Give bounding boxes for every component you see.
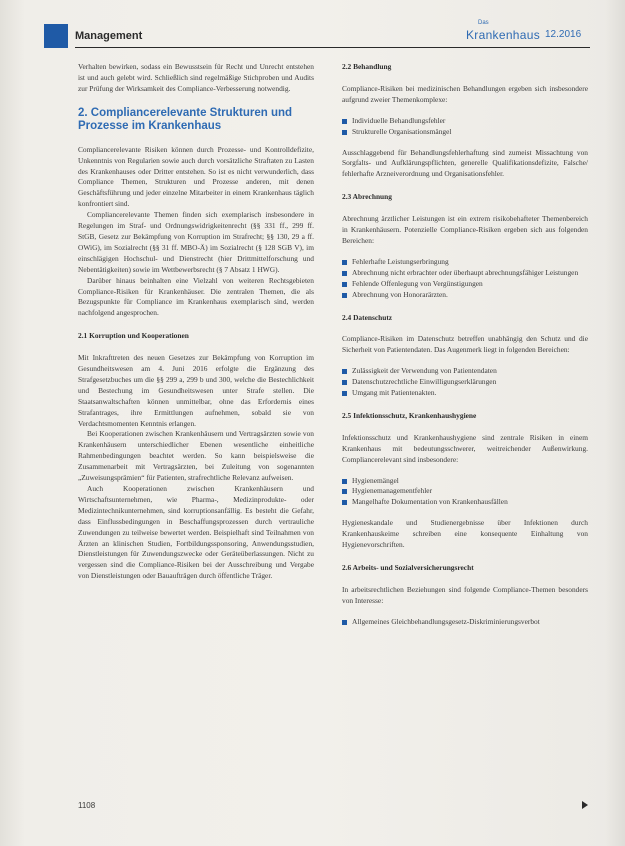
list-item: Fehlerhafte Leistungserbringung <box>342 257 588 268</box>
magazine-prefix: Das <box>478 20 489 26</box>
sub-heading: 2.1 Korruption und Kooperationen <box>78 331 189 341</box>
paragraph: Mit Inkrafttreten des neuen Gesetzes zur Bekämpfung von Korruption im Gesundheitswesen am 4. Juni 2016 erfolgte die Ergänzung des Strafgesetzbuches um die §§ 299 a, 299 b und 300, welche die Bestechlichkeit und Bestechung im Gesundheitswesen unter Strafe stellen. Die Staatsanwaltschaften können unmittelbar, ohne das Erfordernis eines Strafantrages, ihre Ermittlungen aufnehmen, sobald sie von Verdachtsmomenten Kenntnis erlangen. <box>78 353 314 428</box>
list-item: Hygienemängel <box>342 476 588 487</box>
page-number: 1108 <box>78 801 96 810</box>
paragraph: Darüber hinaus beinhalten eine Vielzahl von weiteren Rechtsgebieten Compliance-Risiken für Krankenhäuser. Die zentralen Themen, die als Bezugspunkte für Compliance im Krankenhaus exemplarisch sind, werden nachfolgend angesprochen. <box>78 275 314 318</box>
bullet-square-icon <box>342 130 347 135</box>
bullet-list <box>342 116 588 138</box>
bullet-square-icon <box>342 293 347 298</box>
sub-heading: 2.3 Abrechnung <box>342 192 392 202</box>
section-heading: 2. Compliancerelevante Strukturen und Prozesse im Krankenhaus <box>78 106 293 132</box>
paragraph: Ausschlaggebend für Behandlungsfehlerhaftung sind zumeist Missachtung von Sorgfalts- und Aufklärungspflichten, generelle Qualifikationsdefizite, Falsche/ fehlerhafte Arzneiverordnung und Organisationsfehler. <box>342 147 588 179</box>
list-item: Datenschutzrechtliche Einwilligungserklärungen <box>342 377 588 388</box>
list-item: Abrechnung nicht erbrachter oder überhaupt abrechnungsfähiger Leistungen <box>342 268 588 279</box>
bullet-square-icon <box>342 489 347 494</box>
page-edge-shadow <box>605 0 625 846</box>
bullet-list <box>342 617 588 628</box>
right-column <box>342 62 588 628</box>
bullet-square-icon <box>342 620 347 625</box>
bullet-square-icon <box>342 479 347 484</box>
list-item: Abrechnung von Honorarärzten. <box>342 290 588 301</box>
paragraph: Auch Kooperationen zwischen Krankenhäusern und Wirtschaftsunternehmen, wie Pharma-, Medizinprodukte- oder Medizintechnikunternehmen, sind korruptionsanfällig. Es besteht die Gefahr, dass Einflussbedingungen in Beschaffungsprozessen durch vertrauliche Zuwendungen zu teilweise bewertet werden. Beispielhaft sind Teilnahmen von Ärzten an klinischen Studien, Fortbildungssponsoring, Anwendungsstudien, Dienstleistungen für Zuwendungszwecke oder Geräteüberlassungen. Nicht zu vergessen sind die Compliance-Risiken bei der Ausschreibung und Vergabe von Dienstleistungen oder Bauaufträgen durch öffentliche Träger. <box>78 484 314 581</box>
bullet-square-icon <box>342 282 347 287</box>
list-item: Strukturelle Organisationsmängel <box>342 127 588 138</box>
continue-arrow-icon <box>582 801 588 809</box>
paragraph: Infektionsschutz und Krankenhaushygiene sind zentrale Risiken in einem Krankenhaus mit bedeutungsschwerer, weitreichender Außenwirkung. Compliancerelevant sind insbesondere: <box>342 432 588 464</box>
bullet-square-icon <box>342 271 347 276</box>
bullet-list <box>342 366 588 399</box>
list-item: Zulässigkeit der Verwendung von Patientendaten <box>342 366 588 377</box>
bullet-square-icon <box>342 369 347 374</box>
sub-heading: 2.4 Datenschutz <box>342 312 393 322</box>
sub-heading: 2.2 Behandlung <box>342 62 392 71</box>
paragraph: Compliancerelevante Themen finden sich exemplarisch insbesondere in Regelungen im Straf- und Ordnungswidrigkeitenrecht (§§ 331 ff., 299 ff. StGB, Gesetz zur Bekämpfung von Korruption im Strafrecht; §§ 130, 29 a ff. OWiG), im Sozialrecht (§§ 31 ff. MBO-Ä) im Sozialrecht (§ 128 SGB V), im einschlägigen Hochschul- und Dienstrecht (hier Drittmittelforschung und Nebentätigkeiten) sowie im Wettbewerbsrecht (§ 7 Absatz 1 HWG). <box>78 210 314 274</box>
sub-heading: 2.5 Infektionsschutz, Krankenhaushygiene <box>342 410 477 420</box>
list-item: Fehlende Offenlegung von Vergünstigungen <box>342 279 588 290</box>
list-item: Individuelle Behandlungsfehler <box>342 116 588 127</box>
paragraph: Compliance-Risiken bei medizinischen Behandlungen ergeben sich insbesondere aufgrund zweier Themenkomplexe: <box>342 83 588 104</box>
header-divider <box>75 47 590 48</box>
magazine-title: Krankenhaus <box>466 28 541 42</box>
list-item: Hygienemanagementfehler <box>342 486 588 497</box>
list-item: Allgemeines Gleichbehandlungsgesetz-Diskriminierungsverbot <box>342 617 588 628</box>
bullet-square-icon <box>342 500 347 505</box>
issue-date: 12.2016 <box>545 29 582 40</box>
paragraph: In arbeitsrechtlichen Beziehungen sind folgende Compliance-Themen besonders von Interesse: <box>342 584 588 605</box>
section-label: Management <box>75 30 143 42</box>
list-item: Umgang mit Patientenakten. <box>342 388 588 399</box>
bullet-list <box>342 257 588 301</box>
section-color-tab <box>44 24 68 48</box>
bullet-square-icon <box>342 260 347 265</box>
paragraph: Compliance-Risiken im Datenschutz betreffen unabhängig den Schutz und die Sicherheit von Patientendaten. Das Augenmerk liegt in folgenden Bereichen: <box>342 334 588 355</box>
left-column <box>78 62 314 582</box>
paragraph: Abrechnung ärztlicher Leistungen ist ein extrem risikobehafteter Themenbereich in Krankenhäusern. Potenzielle Compliance-Risiken ergeben sich aus folgenden Bereichen: <box>342 214 588 245</box>
bullet-square-icon <box>342 391 347 396</box>
bullet-square-icon <box>342 119 347 124</box>
bullet-square-icon <box>342 380 347 385</box>
bullet-list <box>342 476 588 509</box>
list-item: Mangelhafte Dokumentation von Krankenhausfällen <box>342 497 588 508</box>
sub-heading: 2.6 Arbeits- und Sozialversicherungsrecht <box>342 563 474 572</box>
paragraph: Compliancerelevante Risiken können durch Prozesse- und Kontrolldefizite, Unkenntnis von Regularien sowie auch durch vorsätzliche Straftaten zu Lasten des Krankenhauses oder Dritter entstehen. So ist es nicht verwunderlich, dass Compliance Themen, Strukturen und Prozesse anderen, mit denen Geschäftsführung und jeder einzelne Mitarbeiter in einem Krankenhaus täglich konfrontiert sind. <box>78 144 314 209</box>
paragraph: Hygieneskandale und Studienergebnisse über Infektionen durch Krankenhauskeime schreiben eine konsequente Einhaltung von Hygienevorschriften. <box>342 518 588 550</box>
paragraph: Bei Kooperationen zwischen Krankenhäusern und Vertragsärzten sowie von Krankenhäusern unterschiedlicher Ebenen wesentliche einheitliche Rahmenbedingungen beachtet werden. So kann beispielsweise die Zusammenarbeit mit Vertragsärzten, bei Zuleitung von sogenannten „Zuweisungsprämien“ für Patienten, strafrechtliche Relevanz aufweisen. <box>78 429 314 483</box>
intro-paragraph: Verhalten bewirken, sodass ein Bewusstsein für Recht und Unrecht entstehen ist und auch gelebt wird. Schließlich sind regelmäßige Stichproben und Audits zur Prüfung der Wirksamkeit des Compliance-Verbesserung notwendig. <box>78 62 314 93</box>
